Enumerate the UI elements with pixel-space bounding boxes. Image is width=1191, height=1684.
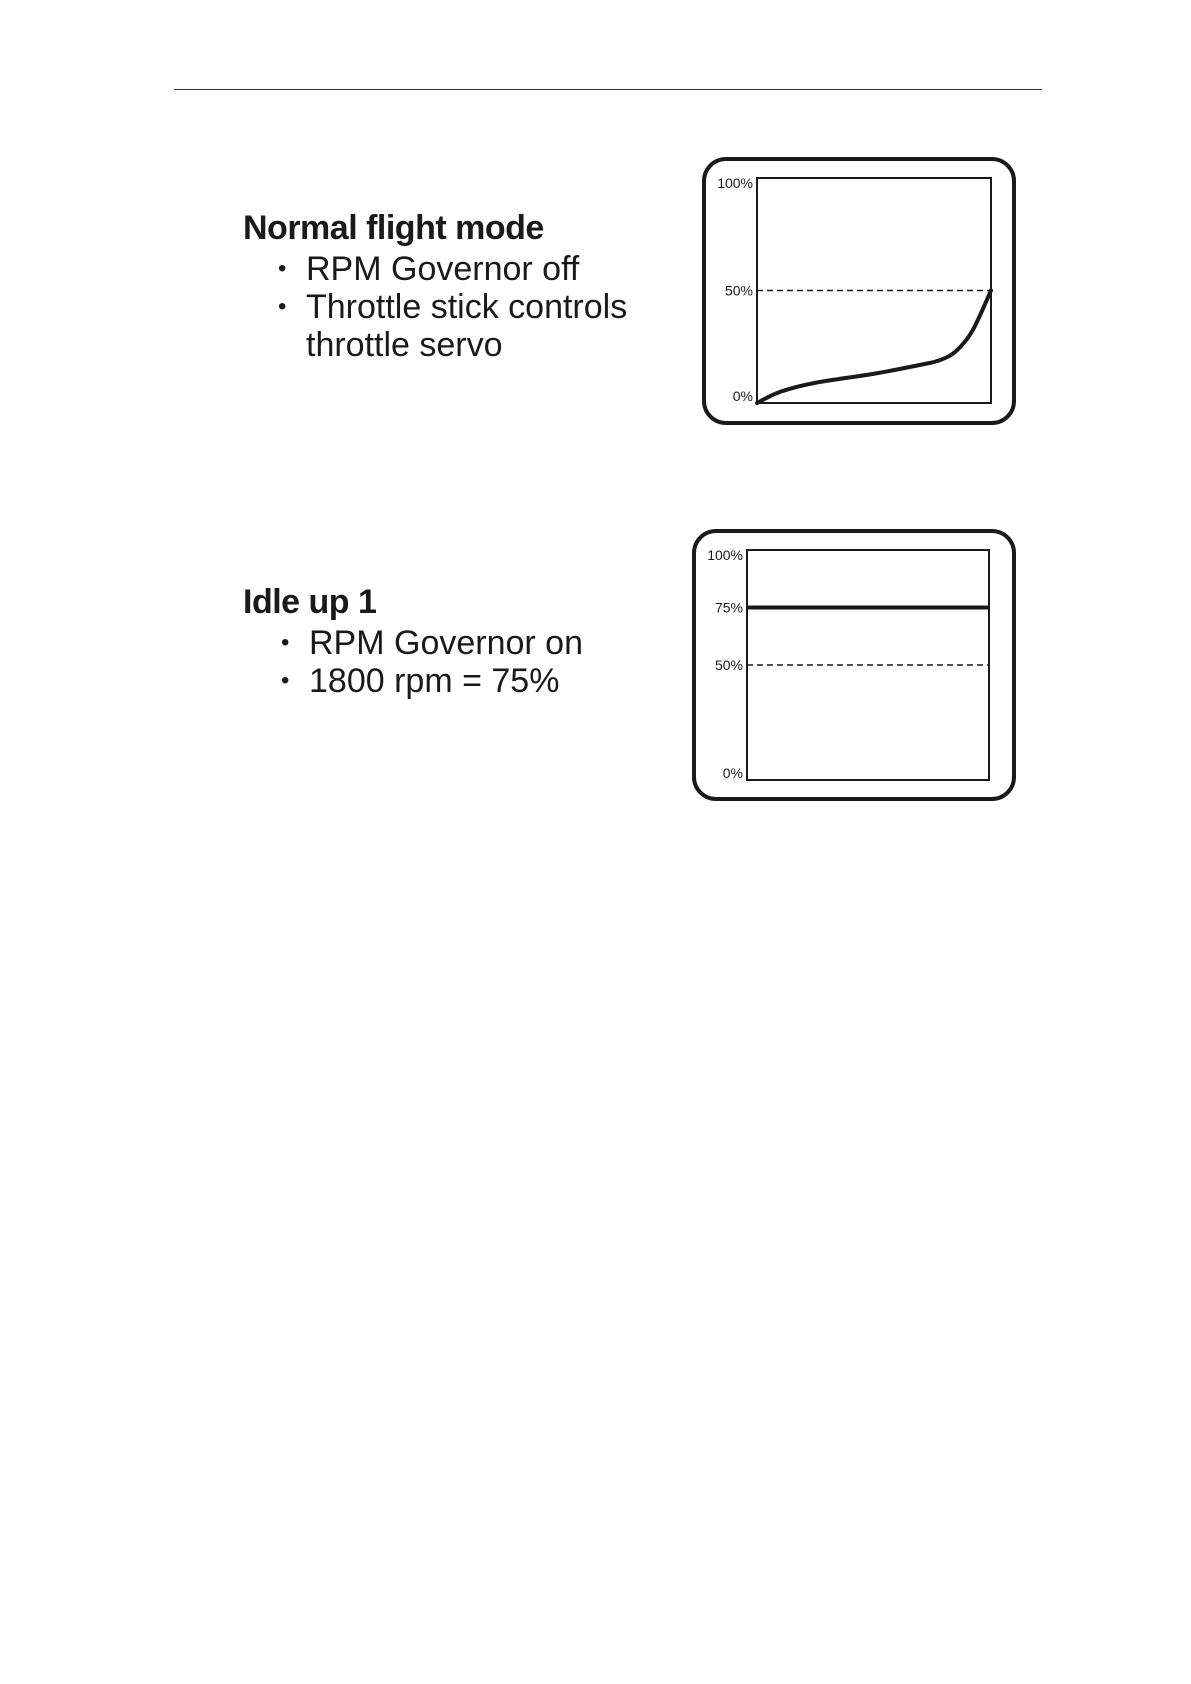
normal-flight-mode-section [243, 208, 646, 364]
section-title: Idle up 1 [243, 583, 377, 621]
throttle-curve-line [757, 291, 991, 404]
y-tick-label: 50% [714, 657, 743, 673]
bullet-list [243, 624, 583, 700]
idle-up-1-section [243, 582, 583, 700]
y-tick-label: 100% [707, 547, 743, 563]
idle-up-governor-chart [691, 528, 1017, 802]
top-rule [174, 89, 1042, 90]
y-tick-label: 0% [732, 388, 753, 404]
bullet-list [243, 250, 646, 364]
bullet-item: • 1800 rpm = 75% [281, 662, 583, 700]
y-tick-label: 0% [722, 765, 743, 781]
section-title: Normal flight mode [243, 209, 544, 247]
y-tick-label: 50% [724, 282, 753, 299]
bullet-item: • RPM Governor off [278, 250, 646, 288]
normal-mode-throttle-chart [701, 156, 1017, 426]
throttle-curve-chart-svg [701, 156, 1017, 426]
y-tick-label: 100% [717, 175, 753, 191]
bullet-item: • Throttle stick controls throttle servo [278, 288, 646, 364]
governor-chart-svg [691, 528, 1017, 802]
y-tick-label: 75% [714, 599, 743, 616]
bullet-item: • RPM Governor on [281, 624, 583, 662]
